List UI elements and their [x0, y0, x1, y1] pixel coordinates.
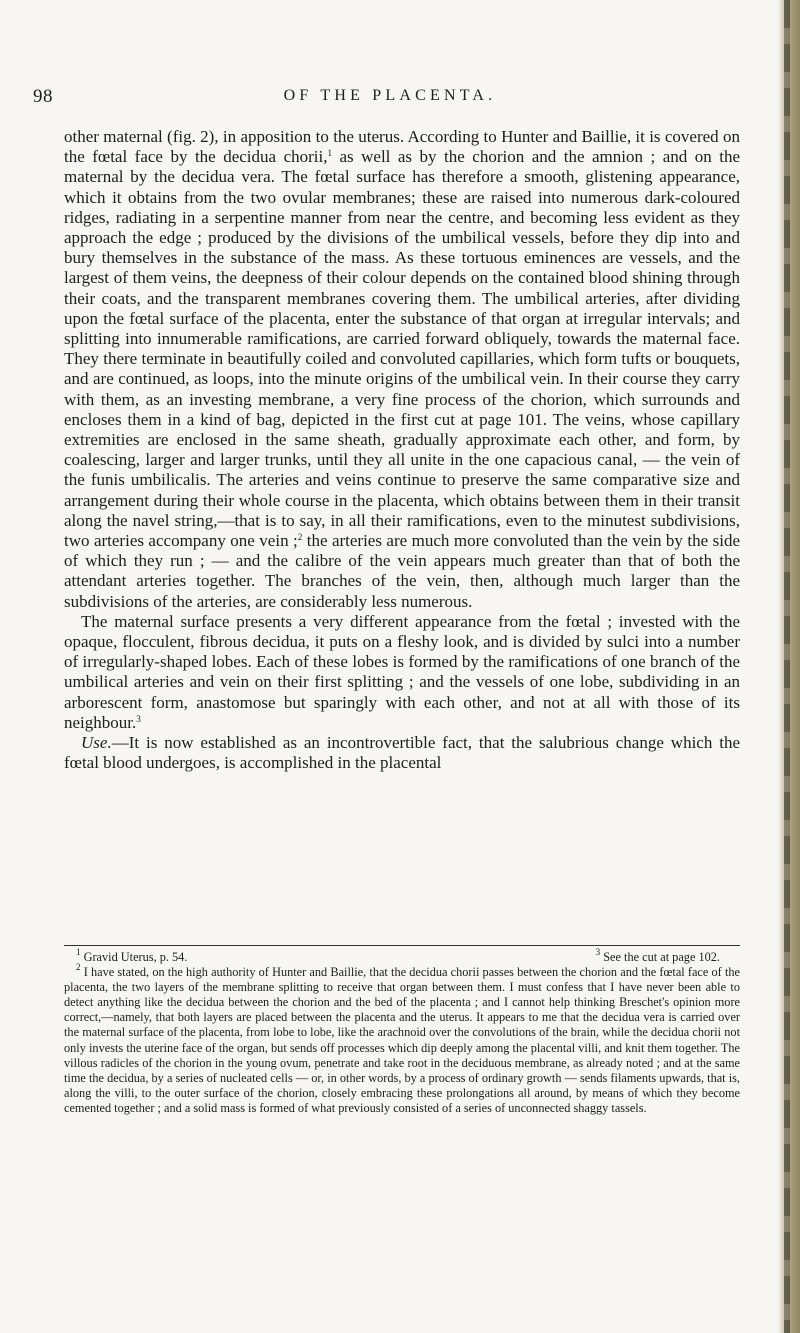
- footnote-1-mark: 1: [76, 947, 81, 957]
- paragraph-2: [64, 612, 740, 733]
- footnote-3-mark: 3: [595, 947, 601, 957]
- main-text: [64, 127, 740, 774]
- page-number: 98: [33, 86, 53, 107]
- footnote-1: [76, 947, 188, 965]
- footnote-1-text: Gravid Uterus, p. 54.: [80, 950, 188, 964]
- paragraph-2-text: The maternal surface presents a very different appearance from the fœtal ; invested with the opaque, flocculent, fibrous decidua, it puts on a fleshy look, and is divided by sulci into a number of irregularly-shaped lobes. Each of these lobes is formed by the ramifications of one branch of the umbilical arteries and vein on their first splitting ; and the vessels of one lobe, subdividing in an arborescent form, anastomose but sparingly with each other, and not at all with those of its neighbour.: [64, 611, 740, 732]
- paragraph-3-text: —It is now established as an incontrovertible fact, that the salubrious change which the fœtal blood undergoes, is accomplished in the placental: [64, 733, 740, 773]
- footnote-row-1: [64, 947, 740, 965]
- footnote-2-mark: 2: [76, 962, 81, 973]
- paragraph-1-text-b: as well as by the chorion and the amnion ; and on the maternal by the decidua vera. The fœtal surface has therefore a smooth, glistening appearance, which it obtains from the two ovular membranes; these are raised into numerous dark-coloured ridges, radiating in a serpentine manner from near the centre, and becoming less evident as they approach the edge ; produced by the divisions of the umbilical vessels, before they dip into and bury themselves in the substance of the mass. As these tortuous eminences are vessels, and the largest of them veins, the deepness of their colour depends on the contained blood shining through their coats, and the transparent membranes covering them. The umbilical arteries, after dividing upon the fœtal surface of the placenta, enter the substance of that organ at irregular intervals; and splitting into innumerable ramifications, are carried forward obliquely, towards the maternal face. They there terminate in beautifully coiled and convoluted capillaries, which form tufts or bouquets, and are continued, as loops, into the minute origins of the umbilical vein. In their course they carry with them, as an investing membrane, a very fine process of the chorion, which surrounds and encloses them in a kind of bag, depicted in the first cut at page 101. The veins, whose capillary extremities are enclosed in the same sheath, gradually approximate each other, and form, by coalescing, larger and larger trunks, until they all unite in the one capacious canal, — the vein of the funis umbilicalis. The arteries and veins continue to preserve the same comparative size and arrangement during their whole course in the placenta, which obtains between them in their transit along the navel string,—that is to say, in all their ramifications, even to the minutest subdivisions, two arteries accompany one vein ;: [64, 147, 740, 551]
- page-header: [0, 86, 780, 116]
- footnote-ref-3: 3: [136, 713, 141, 724]
- paragraph-1: [64, 127, 740, 612]
- paragraph-1-text-c: the arteries are much more convoluted than the vein by the side of which they run ; — and the calibre of the vein appears much greater than that of both the attendant arteries together. The branches of the vein, then, although much larger than the subdivisions of the arteries, are considerably less numerous.: [64, 531, 740, 611]
- footnote-2: [64, 962, 740, 1116]
- paragraph-3: [64, 733, 740, 773]
- paragraph-1-text-a: other maternal (fig. 2), in apposition to the uterus. According to Hunter and Baillie, it is covered on the fœtal face by the decidua chorii,: [64, 127, 740, 167]
- footnote-ref-2: 2: [297, 532, 303, 543]
- footnote-rule: [64, 945, 740, 946]
- footnote-2-text: I have stated, on the high authority of Hunter and Baillie, that the decidua chorii passes between the chorion and the fœtal face of the placenta, the two layers of the membrane splitting to receive that organ between them. I must confess that I have never been able to detect anything like the decidua between the chorion and the bed of the placenta ; and I cannot help thinking Breschet's opinion more correct,—namely, that both layers are placed between the placenta and the uterus. It appears to me that the decidua vera is carried over the maternal surface of the placenta, from lobe to lobe, like the arachnoid over the convolutions of the brain, while the decidua chorii not only invests the uterine face of the organ, but sends off processes which dip deeply among the placental villi, and knit them together. The villous radicles of the chorion in the young ovum, penetrate and take root in the deciduous membrane, as already noted ; and at the same time the decidua, by a series of nucleated cells — or, in other words, by a process of ordinary growth — sends filaments upwards, that is, along the villi, to the outer surface of the chorion, closely embracing these prolongations all around, by means of which they become cemented together ; and a solid mass is formed of what previously consisted of a series of unconnected shaggy tassels.: [64, 965, 740, 1115]
- use-heading: Use.: [81, 733, 112, 753]
- running-title: OF THE PLACENTA.: [283, 87, 497, 104]
- footnote-ref-1: 1: [327, 148, 332, 159]
- footnote-3: [595, 947, 720, 965]
- footnotes: [64, 947, 740, 1116]
- footnote-3-text: See the cut at page 102.: [600, 950, 720, 964]
- binding-shadow: [784, 0, 790, 1333]
